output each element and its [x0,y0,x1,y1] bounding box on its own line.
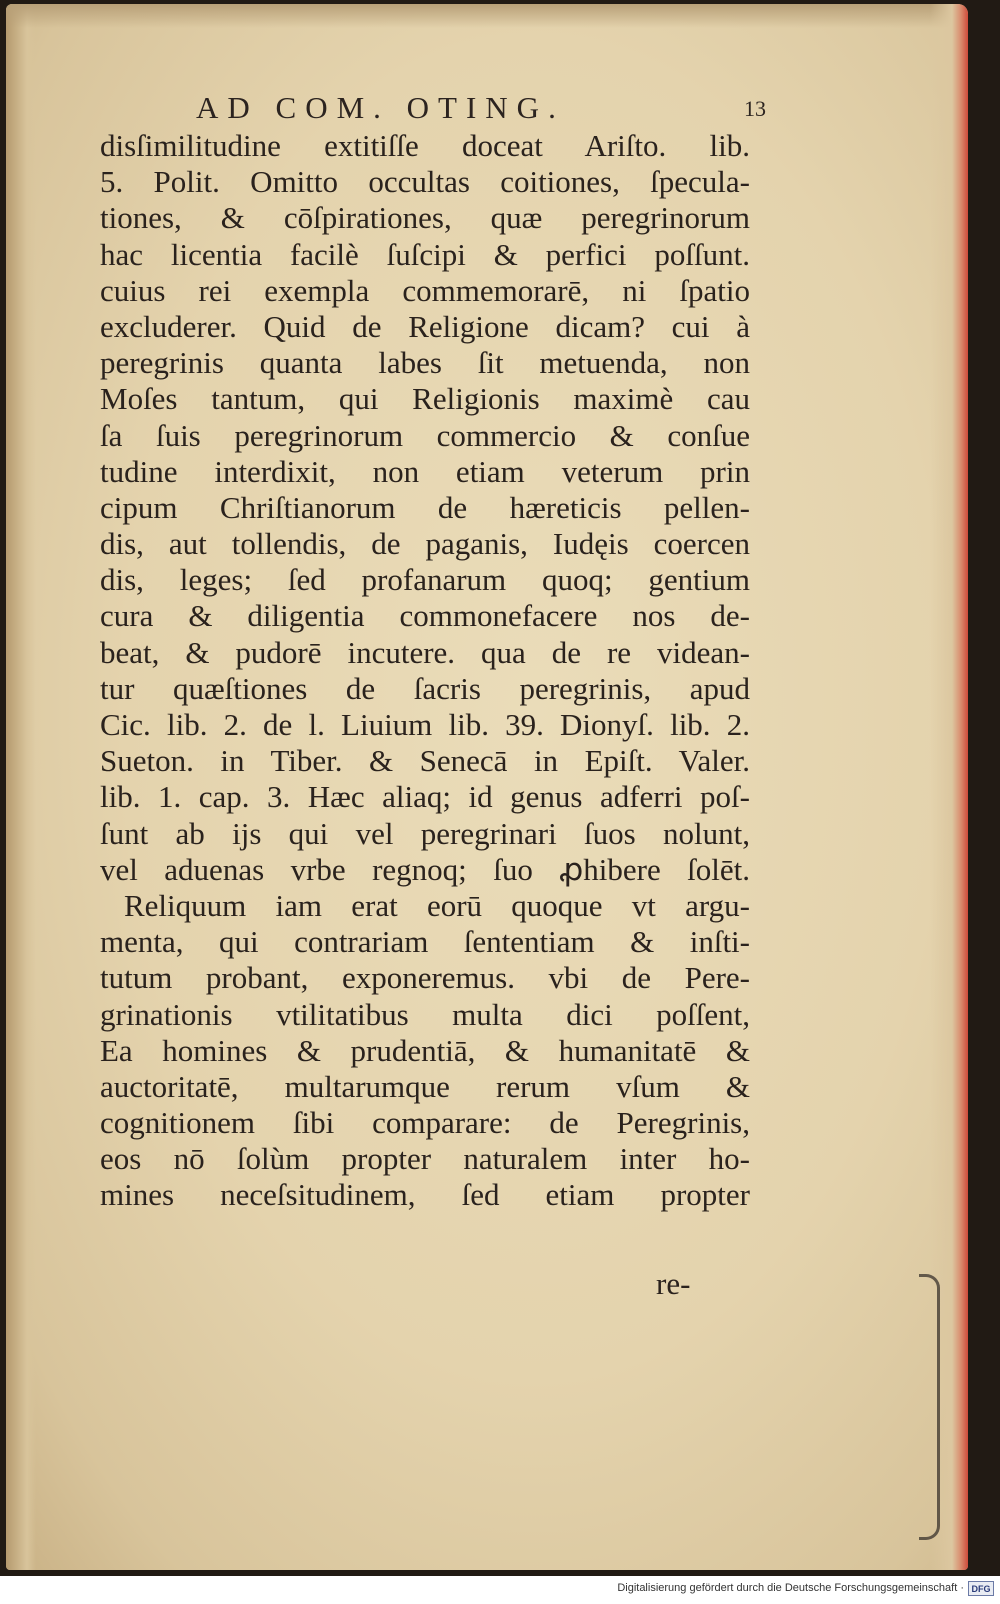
text-line: excluderer. Quid de Religione dicam? cui à [100,308,750,344]
text-line: disſimilitudine extitiſſe doceat Ariſto. lib. [100,128,750,163]
text-line: hac licentia facilè ſuſcipi & perfici poſſunt. [100,236,750,272]
text-line: auctoritatē, multarumque rerum vſum & [100,1068,750,1104]
text-line: ſunt ab ijs qui vel peregrinari ſuos nolunt, [100,815,750,851]
text-line: cognitionem ſibi comparare: de Peregrinis, [100,1105,750,1141]
paragraph-start-line: Reliquum iam erat eorū quoque vt argu- [124,887,750,923]
text-line: cura & diligentia commonefacere nos de- [100,598,750,634]
page-clip [919,1274,940,1540]
text-line: beat, & pudorē incutere. qua de re videan- [100,634,750,670]
text-line: Moſes tantum, qui Religionis maximè cau [100,381,750,417]
text-line: tur quæſtiones de ſacris peregrinis, apud [100,670,750,706]
text-line: Cic. lib. 2. de l. Liuium lib. 39. Dionyſ. lib. 2. [100,707,750,742]
running-head: AD COM. OTING. [196,90,565,125]
page-top-shadow [6,4,968,28]
text-line: peregrinis quanta labes ſit metuenda, non [100,345,750,381]
text-line: grinationis vtilitatibus multa dici poſſent, [100,996,750,1032]
text-line: tiones, & cōſpirationes, quæ peregrinorum [100,200,750,236]
text-line: mines neceſsitudinem, ſed etiam propter [100,1177,750,1213]
catchword: re- [656,1266,691,1301]
text-line: tudine interdixit, non etiam veterum prin [100,453,750,489]
text-line: Sueton. in Tiber. & Senecā in Epiſt. Valer. [100,743,750,779]
dfg-logo: DFG [968,1581,994,1596]
text-block [100,128,750,1214]
text-line: cuius rei exempla commemorarē, ni ſpatio [100,272,750,308]
digitization-footer [0,1576,1000,1604]
text-line: cipum Chriſtianorum de hæreticis pellen- [100,489,750,525]
footer-credit: Digitalisierung gefördert durch die Deutsche Forschungsgemeinschaft · [617,1582,964,1594]
page-gutter-shadow [6,4,36,1570]
text-line: tutum probant, exponeremus. vbi de Pere- [100,960,750,996]
text-line: 5. Polit. Omitto occultas coitiones, ſpecula- [100,164,750,200]
text-line: dis, aut tollendis, de paganis, Iudęis coercen [100,526,750,562]
book-page [6,4,968,1570]
text-line: lib. 1. cap. 3. Hæc aliaq; id genus adferri poſ- [100,779,750,815]
page-number: 13 [744,96,766,121]
text-line: eos nō ſolùm propter naturalem inter ho- [100,1141,750,1177]
text-line: ſa ſuis peregrinorum commercio & conſue [100,417,750,453]
text-line: menta, qui contrariam ſententiam & inſti- [100,924,750,960]
text-line: vel aduenas vrbe regnoq; ſuo ꝓhibere ſolēt. [100,851,750,887]
text-line: Ea homines & prudentiā, & humanitatē & [100,1032,750,1068]
text-line: dis, leges; ſed profanarum quoq; gentium [100,562,750,598]
